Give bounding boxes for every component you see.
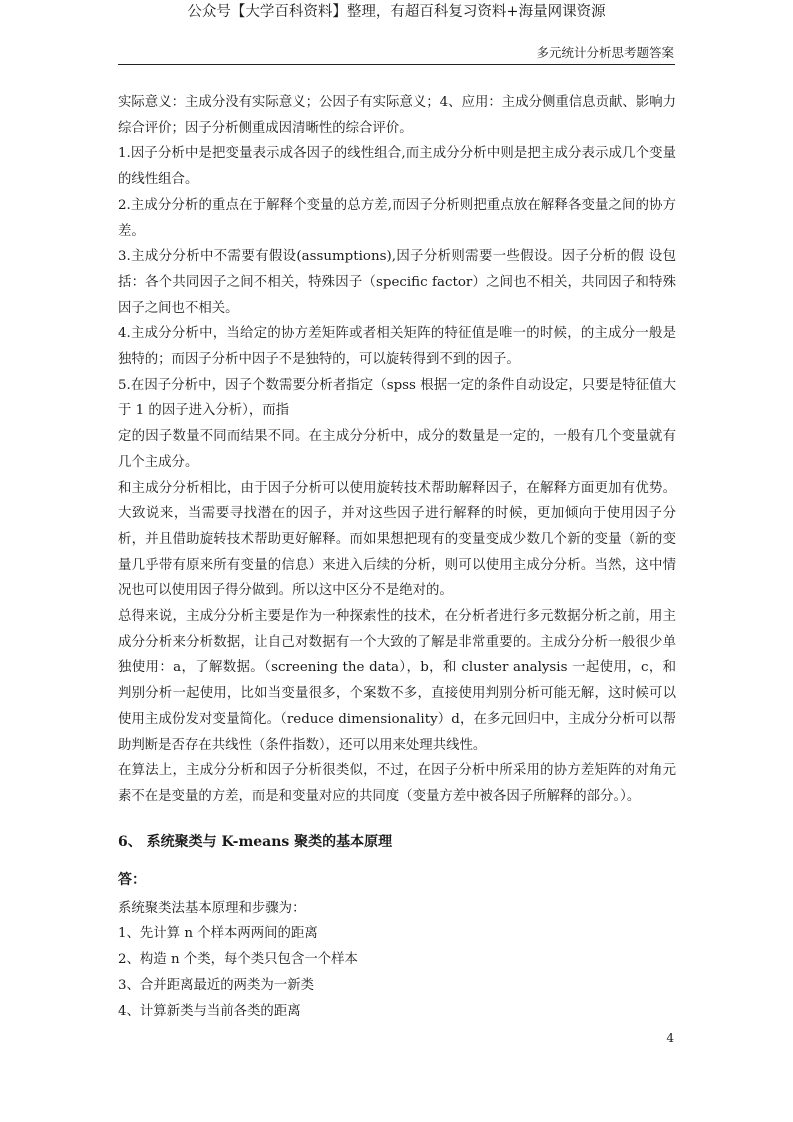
section-heading: 6、 系统聚类与 K-means 聚类的基本原理 [118,833,393,850]
header-rule [118,64,675,65]
step-item: 2、构造 n 个类，每个类只包含一个样本 [118,952,358,968]
paragraph: 总得来说，主成分分析主要是作为一种探索性的技术，在分析者进行多元数据分析之前，用主成分分析来分析数据，让自己对数据有一个大致的了解是非常重要的。主成分分析一般很少单独使用：a，了解数据。（screening the data），b，和 cluster analysis 一起使用，c，和判别分析一起使用，比如当变量很多，个案数不多，直接使用判别分析可能无解，这时候可以使用主成份发对变量简化。（reduce dimensionality）d，在多元回归中，主成分分析可以帮助判断是否存在共线性（条件指数），还可以用来处理共线性。 [118,609,676,753]
top-banner: 公众号【大学百科资料】整理，有超百科复习资料+海量网课资源 [187,4,606,20]
step-item: 4、计算新类与当前各类的距离 [118,1003,301,1019]
step-item: 系统聚类法基本原理和步骤为： [118,900,306,916]
paragraph: 定的因子数量不同而结果不同。在主成分分析中，成分的数量是一定的，一般有几个变量就有几个主成分。 [118,429,676,470]
paragraph: 在算法上，主成分分析和因子分析很类似，不过，在因子分析中所采用的协方差矩阵的对角元素不在是变量的方差，而是和变量对应的共同度（变量方差中被各因子所解释的部分。）。 [118,763,676,804]
paragraph: 实际意义：主成分没有实际意义；公因子有实际意义；4、应用：主成分侧重信息贡献、影响力综合评价；因子分析侧重成因清晰性的综合评价。 [118,95,676,136]
paragraph: 4.主成分分析中，当给定的协方差矩阵或者相关矩阵的特征值是唯一的时候，的主成分一般是独特的；而因子分析中因子不是独特的，可以旋转得到不到的因子。 [118,326,676,368]
step-item: 1、先计算 n 个样本两两间的距离 [118,926,318,942]
paragraph: 3.主成分分析中不需要有假设(assumptions),因子分析则需要一些假设。因子分析的假 设包括：各个共同因子之间不相关，特殊因子（specific factor）之间也不相关，共同因子和特殊因子之间也不相关。 [118,249,676,316]
paragraph: 5.在因子分析中，因子个数需要分析者指定（spss 根据一定的条件自动设定，只要是特征值大于 1 的因子进入分析），而指 [118,377,676,419]
page-number: 4 [666,1031,674,1045]
step-item: 3、合并距离最近的两类为一新类 [118,977,314,993]
paragraph: 和主成分分析相比，由于因子分析可以使用旋转技术帮助解释因子，在解释方面更加有优势。大致说来，当需要寻找潜在的因子，并对这些因子进行解释的时候，更加倾向于使用因子分析，并且借助旋转技术帮助更好解释。而如果想把现有的变量变成少数几个新的变量（新的变量几乎带有原来所有变量的信息）来进入后续的分析，则可以使用主成分分析。当然，这中情况也可以使用因子得分做到。所以这中区分不是绝对的。 [118,480,676,599]
paragraph: 2.主成分分析的重点在于解释个变量的总方差,而因子分析则把重点放在解释各变量之间的协方差。 [118,197,676,239]
document-body [118,90,676,1024]
paragraph: 1.因子分析中是把变量表示成各因子的线性组合,而主成分分析中则是把主成分表示成几个变量的线性组合。 [118,146,676,188]
running-head: 多元统计分析思考题答案 [536,45,674,60]
answer-label: 答： [118,871,146,888]
